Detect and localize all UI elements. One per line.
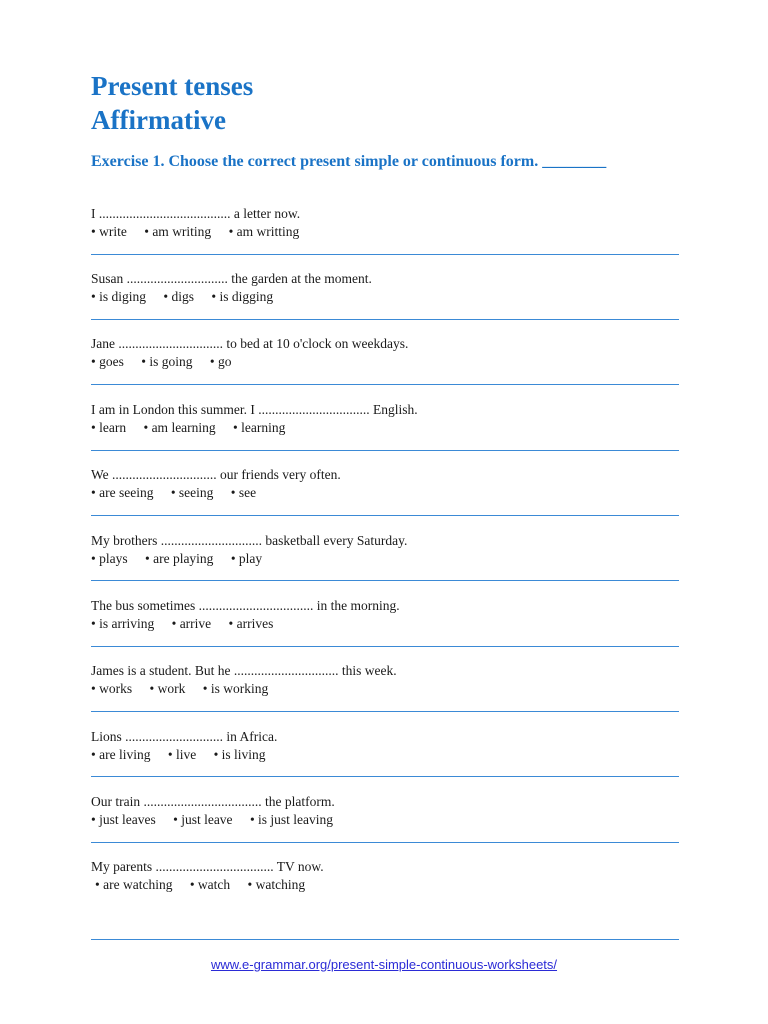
answer-options — [91, 353, 679, 371]
answer-option: • write — [91, 224, 127, 239]
answer-option: • arrive — [171, 616, 212, 631]
answer-options — [91, 484, 679, 502]
answer-option: • learn — [91, 420, 127, 435]
answer-option: • seeing — [170, 485, 214, 500]
answer-option: • am writing — [144, 224, 212, 239]
worksheet-link[interactable]: www.e-grammar.org/present-simple-continuous-worksheets/ — [210, 957, 558, 972]
answer-option: • are seeing — [91, 485, 154, 500]
answer-option: • is arriving — [91, 616, 155, 631]
divider — [91, 384, 679, 385]
question-item — [91, 662, 679, 698]
question-sentence: Susan .............................. the garden at the moment. — [91, 271, 372, 286]
answer-option: • are watching — [95, 877, 173, 892]
question-sentence: James is a student. But he ............................... this week. — [91, 663, 397, 678]
question-item — [91, 597, 679, 633]
answer-options — [91, 746, 679, 764]
answer-option: • watching — [247, 877, 306, 892]
answer-option: • is diging — [91, 289, 146, 304]
page-subtitle: Affirmative — [91, 105, 226, 135]
answer-options — [91, 680, 679, 698]
answer-option: • just leaves — [91, 812, 156, 827]
divider — [91, 776, 679, 777]
answer-option: • is digging — [211, 289, 274, 304]
question-item — [91, 793, 679, 829]
answer-option: • go — [209, 354, 232, 369]
footer — [0, 957, 768, 973]
answer-option: • digs — [163, 289, 194, 304]
divider — [91, 646, 679, 647]
answer-option: • is working — [202, 681, 269, 696]
answer-options — [91, 615, 679, 633]
question-sentence: My parents ................................... TV now. — [91, 859, 324, 874]
answer-options — [91, 223, 679, 241]
answer-option: • learning — [233, 420, 286, 435]
answer-option: • is just leaving — [249, 812, 334, 827]
question-sentence: My brothers .............................. basketball every Saturday. — [91, 533, 408, 548]
divider — [91, 319, 679, 320]
divider — [91, 580, 679, 581]
divider — [91, 939, 679, 940]
question-sentence: We ............................... our friends very often. — [91, 467, 341, 482]
answer-option: • just leave — [173, 812, 233, 827]
divider — [91, 254, 679, 255]
answer-option: • work — [149, 681, 186, 696]
question-item — [91, 532, 679, 568]
answer-option: • am writting — [228, 224, 300, 239]
question-sentence: I am in London this summer. I ................................. English. — [91, 402, 418, 417]
question-item — [91, 401, 679, 437]
question-sentence: Jane ............................... to bed at 10 o'clock on weekdays. — [91, 336, 409, 351]
answer-option: • live — [167, 747, 197, 762]
exercise-heading: Exercise 1. Choose the correct present simple or continuous form. ________ — [91, 153, 607, 170]
answer-option: • arrives — [228, 616, 274, 631]
question-sentence: I ....................................... a letter now. — [91, 206, 301, 221]
answer-option: • watch — [189, 877, 231, 892]
answer-option: • goes — [91, 354, 124, 369]
question-item — [91, 466, 679, 502]
question-item — [91, 858, 679, 894]
page-title: Present tenses — [91, 71, 254, 101]
answer-options — [91, 288, 679, 306]
answer-options — [91, 419, 679, 437]
answer-option: • play — [230, 551, 263, 566]
answer-option: • am learning — [143, 420, 216, 435]
question-sentence: Our train ................................... the platform. — [91, 794, 335, 809]
answer-option: • works — [91, 681, 133, 696]
answer-options — [91, 811, 679, 829]
question-sentence: Lions ............................. in Africa. — [91, 729, 278, 744]
divider — [91, 711, 679, 712]
question-sentence: The bus sometimes .................................. in the morning. — [91, 598, 400, 613]
divider — [91, 515, 679, 516]
divider — [91, 450, 679, 451]
answer-options — [91, 550, 679, 568]
divider — [91, 842, 679, 843]
question-item — [91, 335, 679, 371]
question-item — [91, 205, 679, 241]
answer-option: • see — [230, 485, 257, 500]
answer-option: • is living — [213, 747, 266, 762]
answer-option: • are living — [91, 747, 151, 762]
answer-option: • are playing — [144, 551, 214, 566]
answer-option: • plays — [91, 551, 128, 566]
question-item — [91, 728, 679, 764]
answer-options — [91, 876, 679, 894]
question-item — [91, 270, 679, 306]
answer-option: • is going — [141, 354, 193, 369]
